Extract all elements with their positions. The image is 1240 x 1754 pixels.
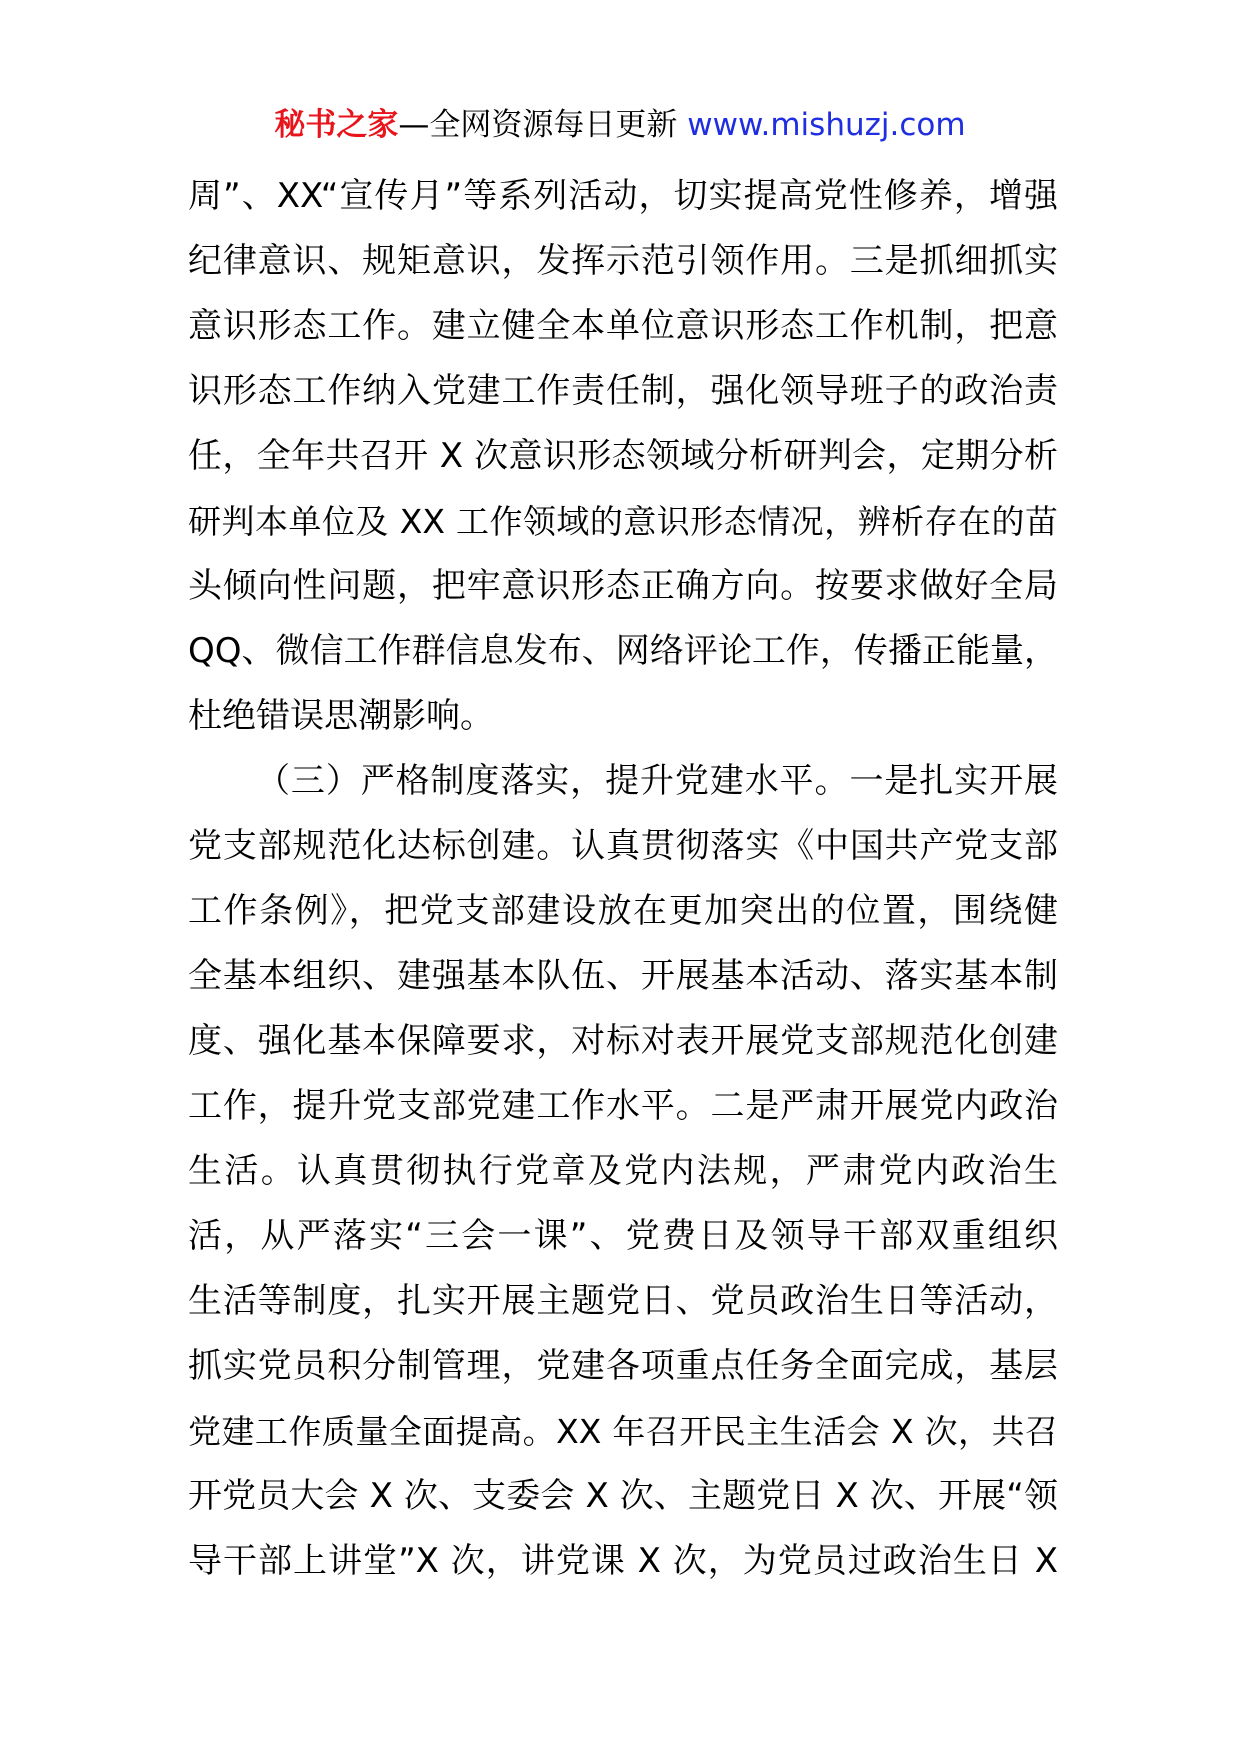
text-line: 开党员大会 X 次、支委会 X 次、主题党日 X 次、开展“领 bbox=[188, 1476, 1058, 1516]
text-line: 周”、XX“宣传月”等系列活动，切实提高党性修养，增强 bbox=[188, 176, 1058, 216]
text-line: QQ、微信工作群信息发布、网络评论工作，传播正能量， bbox=[188, 631, 1058, 671]
page-header bbox=[0, 100, 1240, 150]
text-line: 意识形态工作。建立健全本单位意识形态工作机制，把意 bbox=[188, 306, 1058, 346]
text-line-paragraph-end: 杜绝错误思潮影响。 bbox=[188, 696, 494, 736]
text-line: 全基本组织、建强基本队伍、开展基本活动、落实基本制 bbox=[188, 956, 1058, 996]
text-line: 识形态工作纳入党建工作责任制，强化领导班子的政治责 bbox=[188, 371, 1058, 411]
text-line: 党建工作质量全面提高。XX 年召开民主生活会 X 次，共召 bbox=[188, 1412, 1058, 1451]
text-line: 度、强化基本保障要求，对标对表开展党支部规范化创建 bbox=[188, 1021, 1058, 1061]
text-line: 活，从严落实“三会一课”、党费日及领导干部双重组织 bbox=[188, 1216, 1058, 1256]
text-line: 生活。认真贯彻执行党章及党内法规，严肃党内政治生 bbox=[188, 1151, 1058, 1191]
text-line: 头倾向性问题，把牢意识形态正确方向。按要求做好全局 bbox=[188, 566, 1058, 606]
text-line: 研判本单位及 XX 工作领域的意识形态情况，辨析存在的苗 bbox=[188, 502, 1058, 541]
section-heading-line: （三）严格制度落实，提升党建水平。一是扎实开展 bbox=[256, 761, 1058, 801]
text-line: 党支部规范化达标创建。认真贯彻落实《中国共产党支部 bbox=[188, 826, 1058, 866]
header-brand: 秘书之家 bbox=[274, 107, 399, 143]
header-url-link[interactable]: www.mishuzj.com bbox=[687, 107, 966, 143]
text-line: 抓实党员积分制管理，党建各项重点任务全面完成，基层 bbox=[188, 1346, 1058, 1386]
header-slogan: —全网资源每日更新 bbox=[398, 107, 678, 143]
text-line: 任，全年共召开 X 次意识形态领域分析研判会，定期分析 bbox=[188, 436, 1058, 476]
text-line: 导干部上讲堂”X 次，讲党课 X 次，为党员过政治生日 X bbox=[188, 1541, 1058, 1581]
text-line: 生活等制度，扎实开展主题党日、党员政治生日等活动， bbox=[188, 1281, 1058, 1321]
text-line: 工作，提升党支部党建工作水平。二是严肃开展党内政治 bbox=[188, 1086, 1058, 1126]
body-text bbox=[188, 164, 1058, 1594]
text-line: 工作条例》，把党支部建设放在更加突出的位置，围绕健 bbox=[188, 891, 1058, 931]
text-line: 纪律意识、规矩意识，发挥示范引领作用。三是抓细抓实 bbox=[188, 241, 1058, 281]
